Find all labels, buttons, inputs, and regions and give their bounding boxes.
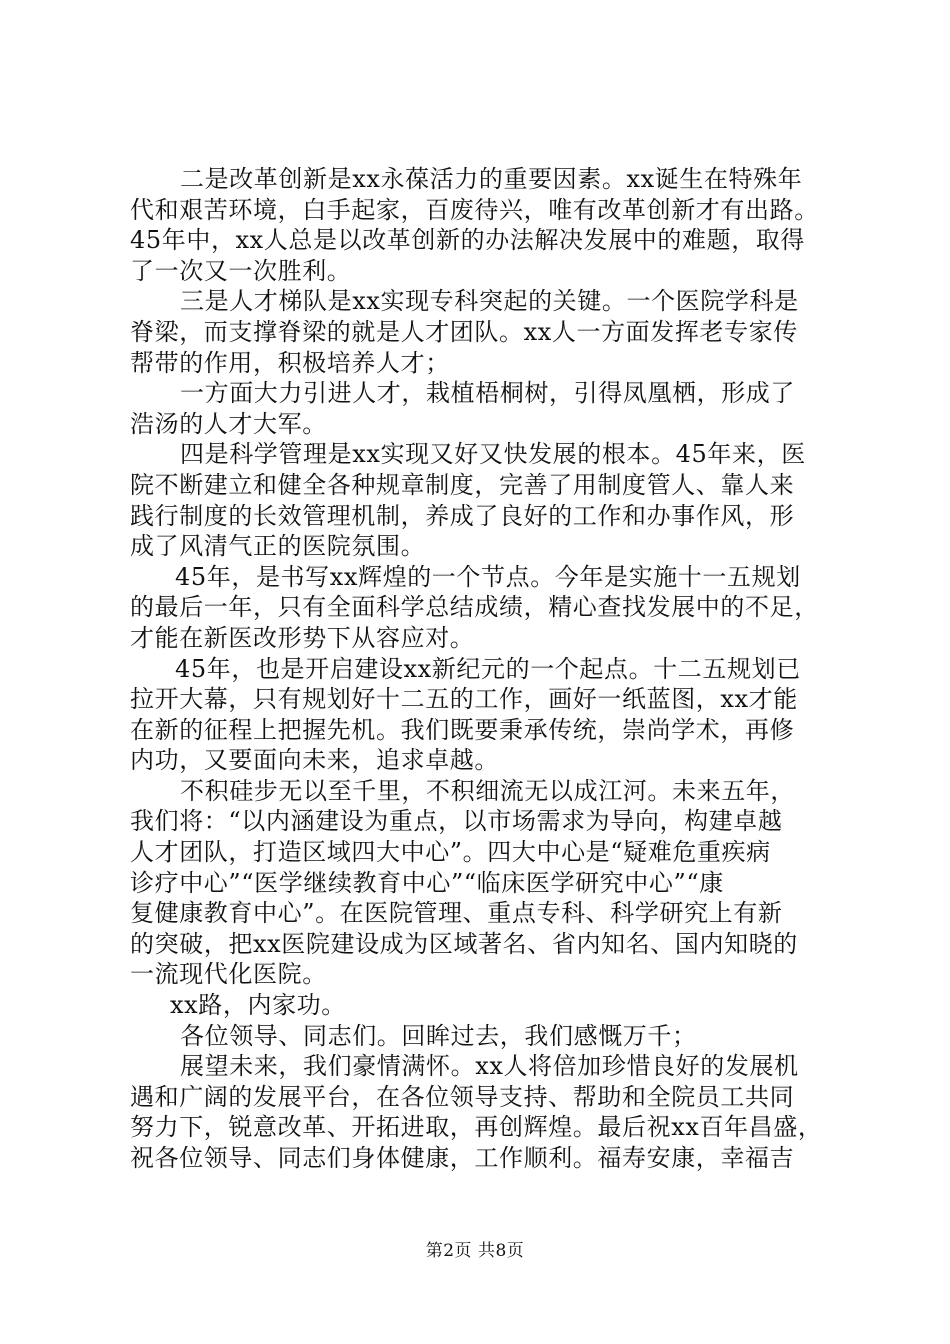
text-line: 展望未来，我们豪情满怀。xx人将倍加珍惜良好的发展机: [180, 1052, 799, 1081]
text-line: 45年中，xx人总是以改革创新的办法解决发展中的难题，取得: [130, 226, 806, 255]
text-line: 45年，是书写xx辉煌的一个节点。今年是实施十一五规划: [175, 562, 801, 591]
text-line: 帮带的作用，积极培养人才；: [130, 348, 450, 377]
text-line: 的突破，把xx医院建设成为区域著名、省内知名、国内知晓的: [130, 929, 798, 958]
text-line: 一流现代化医院。: [130, 960, 327, 989]
text-line: 遇和广阔的发展平台，在各位领导支持、帮助和全院员工共同: [130, 1082, 795, 1111]
text-line: 的最后一年，只有全面科学总结成绩，精心查找发展中的不足，: [130, 593, 819, 622]
text-line: 代和艰苦环境，白手起家，百废待兴，唯有改革创新才有出路。: [130, 195, 819, 224]
text-line: 我们将：“以内涵建设为重点，以市场需求为导向，构建卓越: [130, 807, 783, 836]
text-line: 在新的征程上把握先机。我们既要秉承传统，崇尚学术，再修: [130, 715, 795, 744]
text-line: 践行制度的长效管理机制，养成了良好的工作和办事作风，形: [130, 501, 795, 530]
text-line: 内功，又要面向未来，追求卓越。: [130, 746, 499, 775]
text-line: 拉开大幕，只有规划好十二五的工作，画好一纸蓝图，xx才能: [130, 685, 798, 714]
text-line: 脊梁，而支撑脊梁的就是人才团队。xx人一方面发挥老专家传: [130, 317, 798, 346]
body-text: [130, 164, 835, 1174]
page-number-footer: 第2页 共8页: [425, 1241, 525, 1261]
text-line: 人才团队，打造区域四大中心”。四大中心是“疑难危重疾病: [130, 838, 771, 867]
text-line: 诊疗中心”“医学继续教育中心”“临床医学研究中心”“康: [130, 868, 724, 897]
text-line: 院不断建立和健全各种规章制度，完善了用制度管人、靠人来: [130, 470, 795, 499]
text-line: 了一次又一次胜利。: [130, 256, 352, 285]
text-line: 一方面大力引进人才，栽植梧桐树，引得凤凰栖，形成了: [180, 379, 795, 408]
text-line: 四是科学管理是xx实现又好又快发展的根本。45年来，医: [180, 440, 806, 469]
text-line: 浩汤的人才大军。: [130, 409, 327, 438]
text-line: 才能在新医改形势下从容应对。: [130, 623, 475, 652]
text-line: 努力下，锐意改革、开拓进取，再创辉煌。最后祝xx百年昌盛，: [130, 1113, 823, 1142]
text-line: 各位领导、同志们。回眸过去，我们感慨万千；: [180, 1021, 697, 1050]
text-line: xx路，内家功。: [170, 991, 346, 1020]
text-line: 二是改革创新是xx永葆活力的重要因素。xx诞生在特殊年: [180, 165, 803, 193]
text-line: 三是人才梯队是xx实现专科突起的关键。一个医院学科是: [180, 287, 799, 316]
text-line: 成了风清气正的医院氛围。: [130, 532, 426, 561]
text-line: 45年，也是开启建设xx新纪元的一个起点。十二五规划已: [175, 654, 801, 683]
text-line: 复健康教育中心”。在医院管理、重点专科、科学研究上有新: [130, 899, 783, 928]
text-line: 祝各位领导、同志们身体健康，工作顺利。福寿安康，幸福吉: [130, 1144, 795, 1172]
text-line: 不积硅步无以至千里，不积细流无以成江河。未来五年，: [180, 776, 795, 805]
